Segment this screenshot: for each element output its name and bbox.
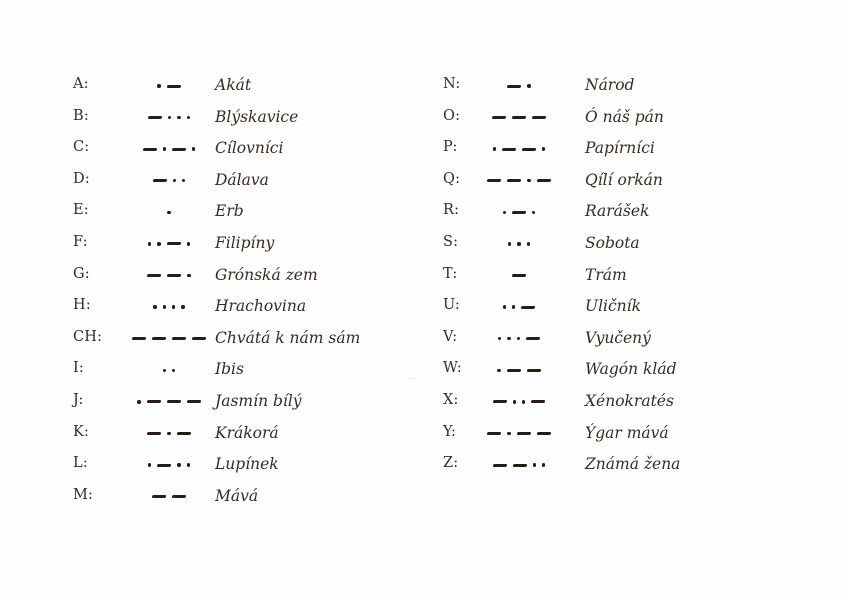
morse-row <box>443 386 843 418</box>
morse-code <box>113 106 225 130</box>
morse-dot <box>527 242 530 245</box>
morse-dot <box>527 84 530 87</box>
morse-code <box>113 327 225 351</box>
morse-dot <box>137 400 140 403</box>
mnemonic-word: Lupínek <box>215 455 279 474</box>
mnemonic-word: Uličník <box>585 297 641 316</box>
morse-dot <box>533 463 536 466</box>
morse-row <box>73 291 473 323</box>
morse-row <box>443 418 843 450</box>
morse-dash <box>512 464 527 467</box>
morse-dot <box>503 305 506 308</box>
morse-row <box>443 449 843 481</box>
morse-dot <box>148 242 151 245</box>
morse-dot <box>157 84 160 87</box>
morse-code <box>113 232 225 256</box>
morse-dot <box>187 463 190 466</box>
morse-letter: K: <box>73 423 90 440</box>
mnemonic-word: Známá žena <box>585 455 681 474</box>
morse-dash <box>157 464 172 467</box>
morse-dash <box>132 337 147 340</box>
morse-letter: Y: <box>443 423 457 440</box>
morse-dash <box>167 274 182 277</box>
morse-dot <box>177 463 180 466</box>
morse-row <box>443 291 843 323</box>
morse-dash <box>492 400 507 403</box>
morse-dash <box>147 274 162 277</box>
morse-dot <box>182 179 185 182</box>
mnemonic-word: Blýskavice <box>215 107 299 126</box>
morse-row <box>73 196 473 228</box>
mnemonic-word: Papírníci <box>585 139 655 158</box>
morse-dash <box>512 211 527 214</box>
morse-code <box>113 169 225 193</box>
morse-dash <box>172 337 187 340</box>
morse-letter: B: <box>73 107 89 124</box>
morse-dash <box>487 179 502 182</box>
morse-dot <box>527 179 530 182</box>
morse-letter: F: <box>73 233 88 250</box>
morse-letter: D: <box>73 170 90 187</box>
morse-dot <box>187 274 190 277</box>
morse-letter: N: <box>443 76 461 92</box>
morse-dot <box>163 305 166 308</box>
morse-row <box>443 228 843 260</box>
morse-dot <box>542 147 545 150</box>
morse-dot <box>532 211 535 214</box>
morse-code <box>113 422 225 446</box>
morse-dash <box>172 495 187 498</box>
morse-row <box>443 70 843 102</box>
morse-code <box>113 200 225 224</box>
morse-dash <box>152 337 167 340</box>
mnemonic-word: Jasmín bílý <box>215 391 302 410</box>
morse-letter: I: <box>73 360 85 377</box>
morse-letter: E: <box>73 202 89 219</box>
morse-row <box>73 323 473 355</box>
morse-column-right <box>443 70 843 481</box>
morse-dash <box>142 148 157 151</box>
morse-dot <box>172 305 175 308</box>
morse-code <box>113 74 225 98</box>
morse-dash <box>502 148 517 151</box>
morse-dash <box>186 400 201 403</box>
morse-dot <box>517 337 520 340</box>
mnemonic-word: Národ <box>585 76 635 94</box>
morse-letter: Z: <box>443 455 459 472</box>
morse-dot <box>192 147 195 150</box>
morse-code <box>463 106 575 130</box>
morse-dash <box>166 400 181 403</box>
morse-dot <box>173 179 176 182</box>
morse-row <box>73 228 473 260</box>
mnemonic-word: Qílí orkán <box>585 170 663 189</box>
mnemonic-word: Sobota <box>585 233 640 252</box>
morse-dot <box>508 242 511 245</box>
morse-row <box>443 323 843 355</box>
morse-letter: O: <box>443 107 461 124</box>
morse-dash <box>532 116 547 119</box>
morse-letter: S: <box>443 233 459 250</box>
morse-dash <box>148 116 163 119</box>
morse-code <box>463 390 575 414</box>
morse-code <box>463 327 575 351</box>
mnemonic-word: Chvátá k nám sám <box>215 328 361 347</box>
morse-row <box>73 386 473 418</box>
morse-letter: V: <box>443 328 458 345</box>
mnemonic-word: Rarášek <box>585 202 650 221</box>
mnemonic-word: Hrachovina <box>215 297 307 316</box>
morse-dash <box>146 400 161 403</box>
morse-dash <box>147 432 162 435</box>
morse-dot <box>503 211 506 214</box>
morse-dash <box>166 85 181 88</box>
morse-dash <box>507 179 522 182</box>
morse-code <box>113 137 225 161</box>
mnemonic-word: Mává <box>215 486 259 505</box>
morse-dot <box>187 242 190 245</box>
morse-dot <box>181 305 184 308</box>
morse-code <box>113 390 225 414</box>
morse-dot <box>512 305 515 308</box>
morse-dash <box>166 242 181 245</box>
morse-code <box>463 422 575 446</box>
morse-dash <box>176 432 191 435</box>
morse-dot <box>493 147 496 150</box>
morse-dash <box>512 116 527 119</box>
mnemonic-word: Vyučený <box>585 328 651 347</box>
morse-dash <box>152 495 167 498</box>
morse-letter: CH: <box>73 328 103 345</box>
scan-speck <box>409 378 417 379</box>
morse-dash <box>536 179 551 182</box>
morse-dot <box>513 400 516 403</box>
morse-row <box>73 481 473 513</box>
morse-row <box>443 196 843 228</box>
morse-letter: C: <box>73 139 90 156</box>
morse-letter: T: <box>443 265 458 282</box>
morse-code <box>113 485 225 509</box>
morse-dash <box>521 306 536 309</box>
morse-dash <box>152 179 167 182</box>
morse-code <box>463 169 575 193</box>
mnemonic-word: Ýgar mává <box>585 423 669 442</box>
morse-letter: R: <box>443 202 460 219</box>
morse-dash <box>526 369 541 372</box>
mnemonic-word: Xénokratés <box>585 391 674 410</box>
morse-letter: G: <box>73 265 90 282</box>
morse-code <box>463 232 575 256</box>
morse-code <box>113 453 225 477</box>
morse-code <box>463 358 575 382</box>
morse-letter: A: <box>73 76 89 92</box>
morse-code <box>463 264 575 288</box>
mnemonic-word: Grónská zem <box>215 265 318 284</box>
morse-dot <box>517 242 520 245</box>
morse-dash <box>512 274 527 277</box>
morse-dot <box>522 400 525 403</box>
morse-row <box>73 102 473 134</box>
morse-code <box>113 295 225 319</box>
morse-code <box>463 137 575 161</box>
morse-code <box>463 74 575 98</box>
morse-row <box>73 133 473 165</box>
morse-dash <box>492 464 507 467</box>
morse-row <box>443 102 843 134</box>
morse-dot <box>168 116 171 119</box>
morse-dash <box>522 148 537 151</box>
morse-row <box>443 354 843 386</box>
morse-dash <box>492 116 507 119</box>
morse-row <box>73 165 473 197</box>
morse-dash <box>516 432 531 435</box>
mnemonic-word: Ó náš pán <box>585 107 664 126</box>
morse-letter: L: <box>73 455 88 472</box>
morse-letter: Q: <box>443 170 461 187</box>
morse-letter: M: <box>73 486 94 503</box>
morse-dot <box>507 432 510 435</box>
morse-dot <box>163 147 166 150</box>
morse-dash <box>507 85 522 88</box>
morse-row <box>73 70 473 102</box>
morse-letter: H: <box>73 297 91 314</box>
mnemonic-word: Trám <box>585 265 627 284</box>
morse-letter: W: <box>443 360 462 377</box>
morse-dot <box>507 337 510 340</box>
morse-dash <box>172 148 187 151</box>
morse-dash <box>531 400 546 403</box>
mnemonic-word: Akát <box>215 76 252 94</box>
morse-code <box>463 453 575 477</box>
morse-dash <box>487 432 502 435</box>
morse-row <box>73 260 473 292</box>
mnemonic-word: Erb <box>215 202 244 221</box>
morse-dot <box>172 369 175 372</box>
morse-code <box>113 264 225 288</box>
morse-dot <box>163 369 166 372</box>
morse-code <box>463 200 575 224</box>
morse-dot <box>187 116 190 119</box>
morse-code <box>463 295 575 319</box>
morse-dash <box>506 369 521 372</box>
morse-dash <box>536 432 551 435</box>
mnemonic-word: Krákorá <box>215 423 279 442</box>
morse-letter: P: <box>443 139 458 156</box>
morse-dot <box>497 369 500 372</box>
mnemonic-word: Dálava <box>215 170 269 189</box>
morse-dot <box>157 242 160 245</box>
morse-dot <box>167 432 170 435</box>
morse-dash <box>526 337 541 340</box>
morse-dot <box>148 463 151 466</box>
morse-row <box>73 418 473 450</box>
morse-dash <box>192 337 207 340</box>
morse-dot <box>498 337 501 340</box>
morse-row <box>73 449 473 481</box>
morse-letter: U: <box>443 297 460 314</box>
morse-dot <box>542 463 545 466</box>
mnemonic-word: Filipíny <box>215 233 275 252</box>
mnemonic-word: Ibis <box>215 360 244 379</box>
morse-code <box>113 358 225 382</box>
morse-row <box>443 165 843 197</box>
morse-row <box>443 133 843 165</box>
morse-row <box>73 354 473 386</box>
morse-column-left <box>73 70 473 512</box>
mnemonic-word: Wagón klád <box>585 360 677 379</box>
morse-row <box>443 260 843 292</box>
mnemonic-word: Cílovníci <box>215 139 284 158</box>
morse-dot <box>167 211 170 214</box>
morse-letter: J: <box>73 391 84 408</box>
morse-letter: X: <box>443 391 459 408</box>
morse-dot <box>153 305 156 308</box>
morse-dot <box>177 116 180 119</box>
